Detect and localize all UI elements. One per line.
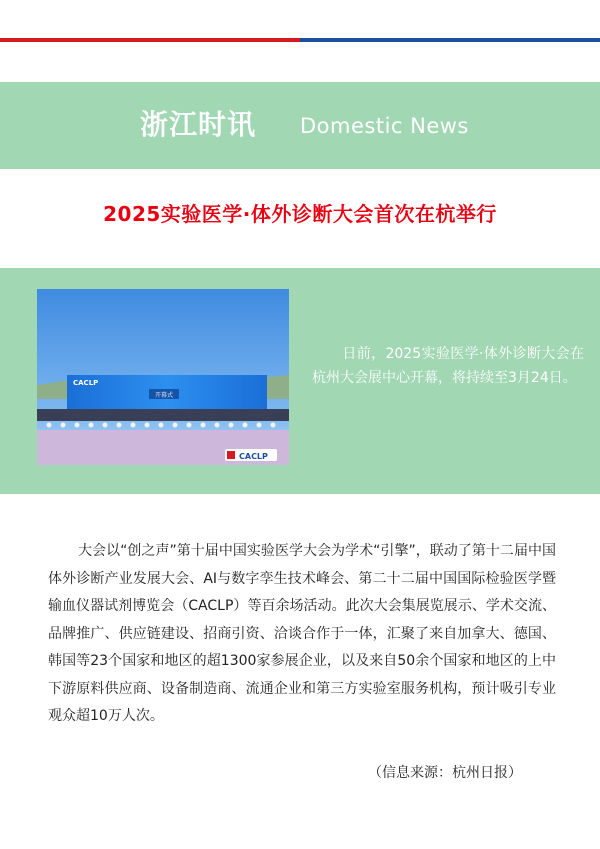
body-paragraph (48, 538, 556, 731)
section-title-cn: 浙江时讯 (140, 108, 257, 141)
podium-sign: 开幕式 (154, 392, 174, 399)
lede-paragraph (312, 342, 584, 390)
stage-brand-text: CACLP (73, 379, 99, 387)
top-rule-blue (300, 38, 600, 42)
article-headline: 2025实验医学·体外诊断大会首次在杭举行 (103, 202, 497, 226)
top-rule-red (0, 38, 300, 42)
section-title-en: Domestic News (300, 114, 469, 138)
source-credit: （信息来源：杭州日报） (368, 765, 522, 781)
lede-text: 日前，2025实验医学·体外诊断大会在杭州大会展中心开幕，将持续至3月24日。 (312, 346, 584, 386)
body-text: 大会以“创之声”第十届中国实验医学大会为学术“引擎”，联动了第十二届中国体外诊断产业发展大会、AI与数字孪生技术峰会、第二十二届中国国际检验医学暨输血仪器试剂博览会（CACLP）等百余场活动。此次大会集展览展示、学术交流、品牌推广、供应链建设、招商引资、洽谈合作于一体，汇聚了来自加拿大、德国、韩国等23个国家和地区的超1300家参展企业，以及来自50余个国家和地区的上中下游原料供应商、设备制造商、流通企业和第三方实验室服务机构，预计吸引专业观众超10万人次。 (48, 543, 556, 724)
top-rule (0, 38, 600, 42)
photo-logo: CACLP (239, 452, 268, 461)
event-photo (37, 289, 289, 465)
